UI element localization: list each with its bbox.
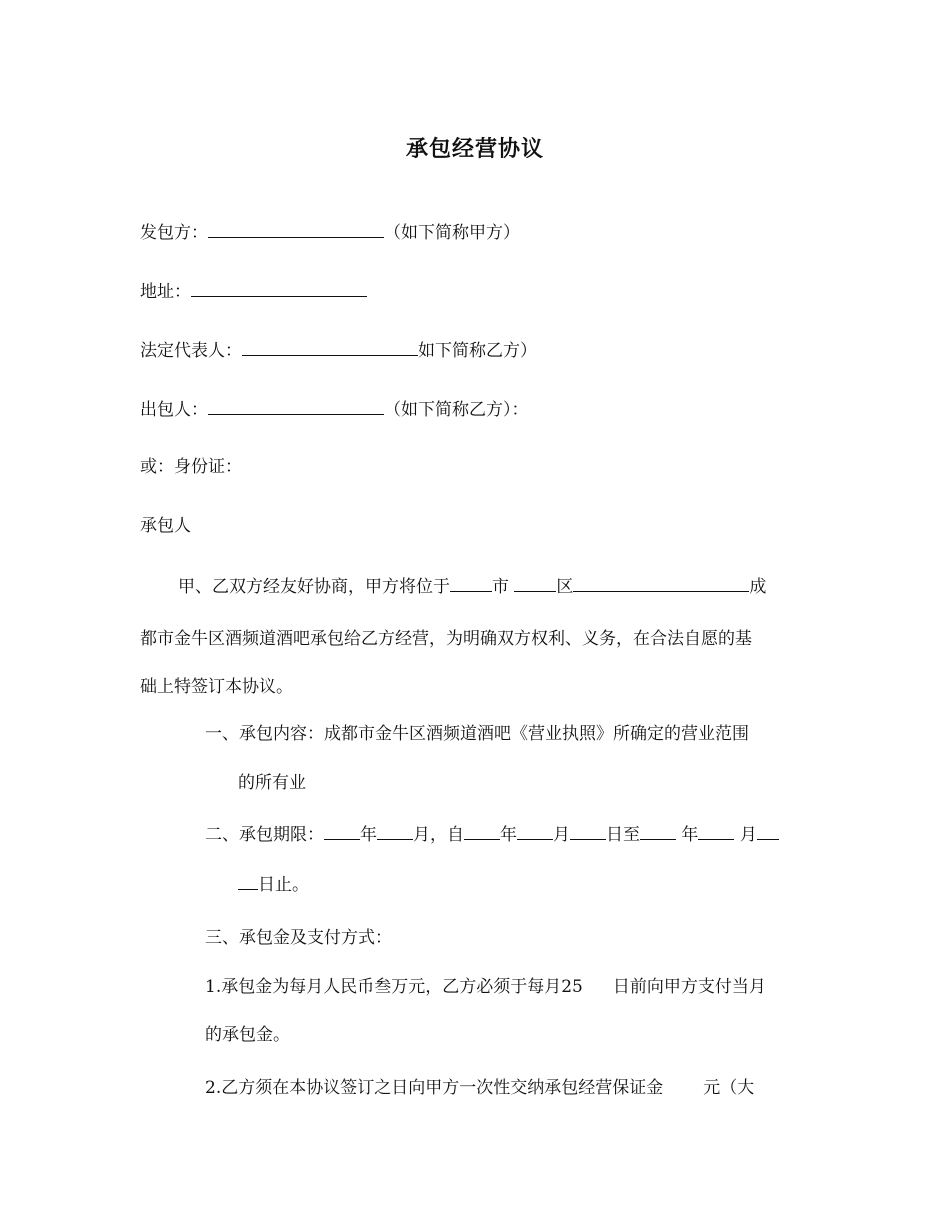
- intro-line-2: 都市金牛区酒频道酒吧承包给乙方经营，为明确双方权利、义务，在合法自愿的基: [140, 629, 752, 649]
- from-day-blank: [570, 821, 606, 840]
- month-from-label: 月，自: [413, 825, 464, 845]
- contractor-out-blank: [208, 396, 384, 415]
- clause-1-line-1: 一、承包内容：成都市金牛区酒频道酒吧《营业执照》所确定的营业范围: [205, 724, 749, 744]
- item-1-line-1: [205, 975, 766, 999]
- city-label: 市: [492, 577, 509, 597]
- start-year-blank: [324, 821, 360, 840]
- contractor-out-suffix: （如下简称乙方）：: [384, 400, 529, 420]
- month-label-2: 月: [553, 825, 570, 845]
- clause-2-line-2: [238, 871, 309, 897]
- item-2-text-b: 元（大: [703, 1078, 755, 1098]
- month-label-3: 月: [739, 825, 757, 845]
- location-blank: [573, 573, 749, 592]
- legal-rep-suffix: 如下简称乙方）: [418, 341, 537, 361]
- clause-1-line-2: 的所有业: [238, 773, 306, 793]
- from-month-blank: [517, 821, 553, 840]
- legal-rep-line: [140, 337, 537, 363]
- clause-2-end: 日止。: [258, 875, 309, 895]
- year-label: 年: [360, 825, 377, 845]
- to-day-blank-a: [757, 821, 779, 840]
- from-year-blank: [464, 821, 500, 840]
- year-label-3: 年: [681, 825, 699, 845]
- contractor-line: 承包人: [140, 516, 191, 536]
- district-label: 区: [556, 577, 574, 597]
- party-a-label: 发包方：: [140, 223, 208, 243]
- clause-3-heading: 三、承包金及支付方式：: [205, 928, 392, 948]
- item-1-line-2: 的承包金。: [205, 1025, 290, 1045]
- item-1-text-b: 日前向甲方支付当月: [612, 977, 766, 997]
- page-title: 承包经营协议: [405, 137, 544, 162]
- clause-2-prefix: 二、承包期限：: [205, 825, 324, 845]
- intro-line-3: 础上特签订本协议。: [140, 677, 293, 697]
- district-blank: [514, 573, 556, 592]
- id-card-line: 或：身份证：: [140, 457, 242, 477]
- party-a-blank: [208, 219, 384, 238]
- contractor-out-line: [140, 396, 529, 422]
- address-blank: [191, 278, 367, 297]
- party-a-suffix: （如下简称甲方）: [384, 223, 520, 243]
- to-year-blank: [640, 821, 676, 840]
- party-a-line: [140, 219, 520, 245]
- item-2-line-1: [205, 1076, 754, 1100]
- day-to-label: 日至: [606, 825, 640, 845]
- item-1-text-a: 1.承包金为每月人民币叁万元，乙方必须于每月25: [205, 977, 583, 997]
- item-2-text-a: 2.乙方须在本协议签订之日向甲方一次性交纳承包经营保证金: [205, 1078, 664, 1098]
- legal-rep-label: 法定代表人：: [140, 341, 242, 361]
- city-blank: [450, 573, 492, 592]
- intro-line-1: [178, 573, 766, 599]
- to-day-blank-b: [238, 871, 258, 890]
- intro-line-1-end: 成: [749, 577, 767, 597]
- to-month-blank: [698, 821, 734, 840]
- year-label-2: 年: [500, 825, 517, 845]
- legal-rep-blank: [242, 337, 418, 356]
- intro-text-a: 甲、乙双方经友好协商，甲方将位于: [178, 577, 450, 597]
- contractor-out-label: 出包人：: [140, 400, 208, 420]
- start-month-blank: [377, 821, 413, 840]
- address-line: [140, 278, 367, 304]
- clause-2-line-1: [205, 821, 779, 847]
- address-label: 地址：: [140, 282, 191, 302]
